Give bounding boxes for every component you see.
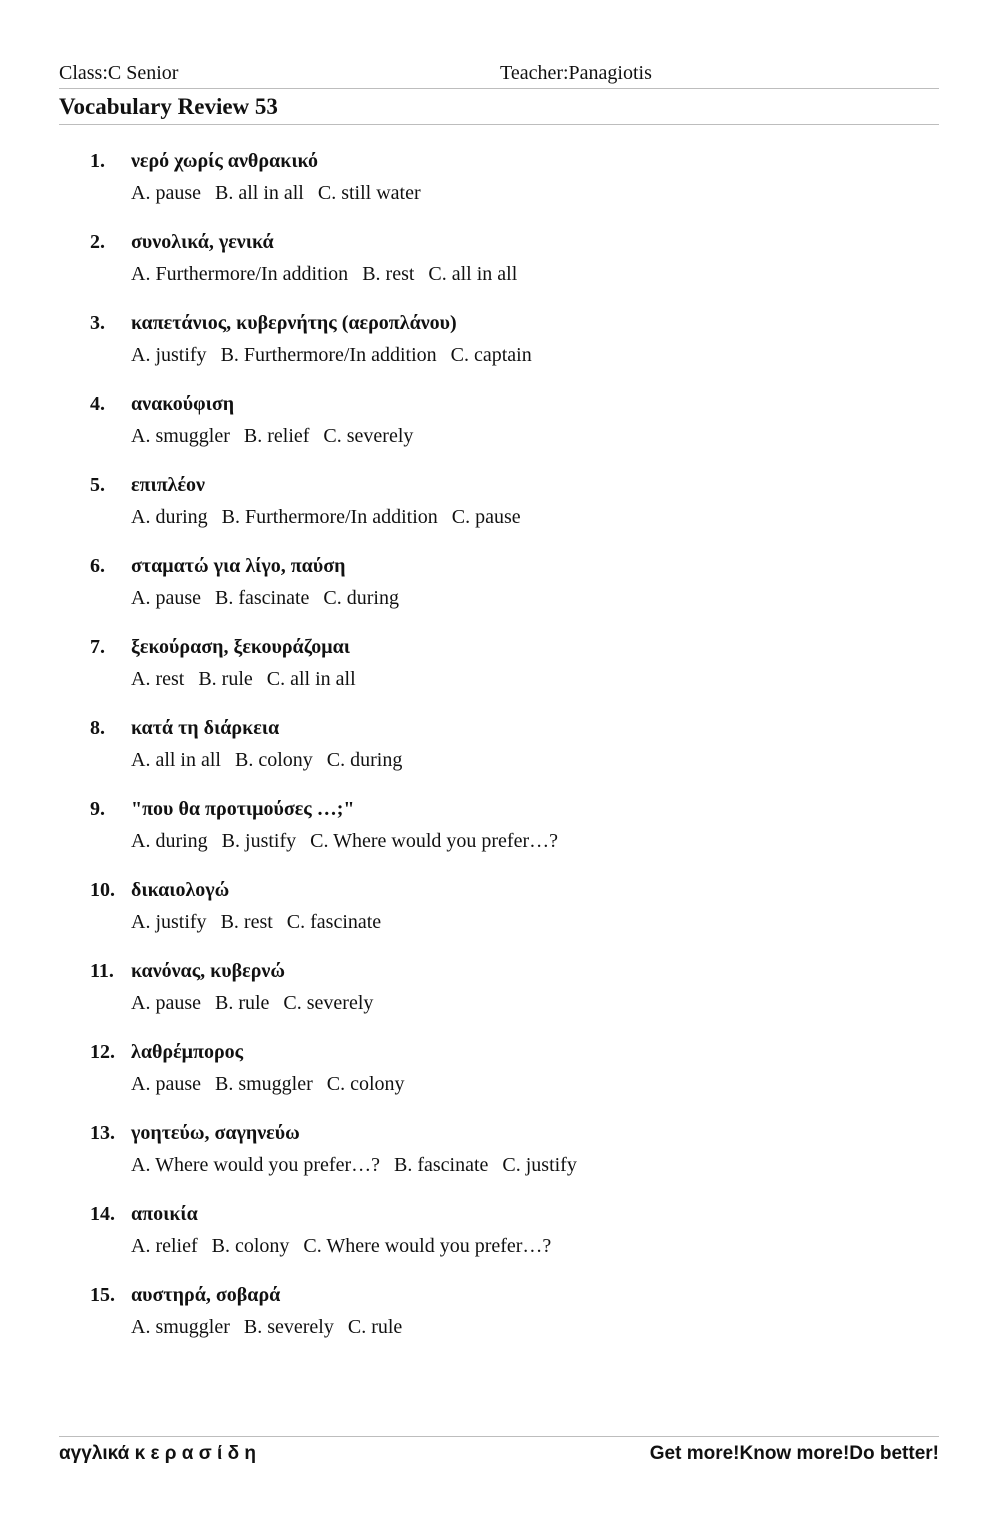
question-item xyxy=(0,715,1000,796)
question-item xyxy=(0,634,1000,715)
answer-option[interactable]: B. fascinate xyxy=(214,587,310,609)
footer-slogan: Get more!Know more!Do better! xyxy=(649,1443,939,1464)
answer-option[interactable]: A. relief xyxy=(131,1235,198,1257)
answer-options xyxy=(131,911,395,934)
question-prompt: ανακούφιση xyxy=(131,393,235,415)
answer-option[interactable]: C. captain xyxy=(450,344,532,366)
answer-option[interactable]: C. still water xyxy=(317,182,421,204)
answer-option[interactable]: A. justify xyxy=(131,911,207,933)
question-prompt: καπετάνιος, κυβερνήτης (αεροπλάνου) xyxy=(131,312,457,334)
answer-option[interactable]: C. Where would you prefer…? xyxy=(303,1235,552,1257)
question-item xyxy=(0,229,1000,310)
question-item xyxy=(0,1039,1000,1120)
answer-option[interactable]: C. during xyxy=(326,749,403,771)
answer-option[interactable]: B. fascinate xyxy=(393,1154,489,1176)
answer-option[interactable]: B. severely xyxy=(243,1316,334,1338)
page-title: Vocabulary Review 53 xyxy=(59,94,939,125)
answer-option[interactable]: C. all in all xyxy=(428,263,518,285)
question-number: 8. xyxy=(90,717,105,739)
answer-option[interactable]: A. rest xyxy=(131,668,185,690)
answer-option[interactable]: A. pause xyxy=(131,182,201,204)
answer-options xyxy=(131,992,387,1015)
answer-options xyxy=(131,182,435,205)
question-prompt: σταματώ για λίγο, παύση xyxy=(131,555,346,577)
question-item xyxy=(0,1120,1000,1201)
answer-option[interactable]: C. all in all xyxy=(266,668,356,690)
teacher-label: Teacher:Panagiotis xyxy=(500,62,652,84)
question-item xyxy=(0,472,1000,553)
answer-option[interactable]: A. Furthermore/In addition xyxy=(131,263,349,285)
answer-option[interactable]: C. during xyxy=(323,587,399,609)
answer-option[interactable]: A. during xyxy=(131,506,208,528)
answer-options xyxy=(131,425,427,448)
question-prompt: αποικία xyxy=(131,1203,198,1225)
question-item xyxy=(0,310,1000,391)
answer-option[interactable]: A. justify xyxy=(131,344,207,366)
answer-options xyxy=(131,668,370,691)
answer-option[interactable]: A. smuggler xyxy=(131,425,230,447)
answer-options xyxy=(131,263,531,286)
answer-options xyxy=(131,749,416,772)
answer-option[interactable]: B. smuggler xyxy=(214,1073,313,1095)
answer-options xyxy=(131,1154,591,1177)
answer-option[interactable]: C. justify xyxy=(502,1154,577,1176)
question-item xyxy=(0,148,1000,229)
answer-option[interactable]: C. severely xyxy=(323,425,414,447)
answer-option[interactable]: B. rest xyxy=(220,911,273,933)
question-item xyxy=(0,877,1000,958)
question-prompt: συνολικά, γενικά xyxy=(131,231,274,253)
answer-option[interactable]: A. smuggler xyxy=(131,1316,230,1338)
page-footer xyxy=(59,1436,939,1473)
answer-options xyxy=(131,1073,419,1096)
question-item xyxy=(0,553,1000,634)
question-list xyxy=(0,148,1000,1363)
answer-options xyxy=(131,344,546,367)
answer-option[interactable]: A. Where would you prefer…? xyxy=(131,1154,380,1176)
question-number: 6. xyxy=(90,555,105,577)
question-prompt: επιπλέον xyxy=(131,474,205,496)
question-number: 9. xyxy=(90,798,105,820)
answer-option[interactable]: B. rule xyxy=(198,668,253,690)
question-number: 11. xyxy=(90,960,114,982)
question-prompt: αυστηρά, σοβαρά xyxy=(131,1284,281,1306)
answer-option[interactable]: C. fascinate xyxy=(286,911,382,933)
answer-option[interactable]: C. Where would you prefer…? xyxy=(310,830,559,852)
worksheet-header xyxy=(59,62,939,89)
answer-options xyxy=(131,587,413,610)
question-number: 10. xyxy=(90,879,115,901)
question-prompt: γοητεύω, σαγηνεύω xyxy=(131,1122,300,1144)
answer-option[interactable]: B. colony xyxy=(234,749,313,771)
answer-option[interactable]: B. all in all xyxy=(214,182,304,204)
question-number: 12. xyxy=(90,1041,115,1063)
answer-options xyxy=(131,1316,416,1339)
question-prompt: κατά τη διάρκεια xyxy=(131,717,280,739)
question-number: 14. xyxy=(90,1203,115,1225)
answer-option[interactable]: B. justify xyxy=(221,830,297,852)
answer-option[interactable]: A. pause xyxy=(131,992,201,1014)
question-number: 1. xyxy=(90,150,105,172)
question-prompt: "που θα προτιμούσες …;" xyxy=(131,798,355,820)
answer-option[interactable]: B. Furthermore/In addition xyxy=(220,344,437,366)
answer-options xyxy=(131,830,572,853)
question-item xyxy=(0,1201,1000,1282)
question-prompt: ξεκούραση, ξεκουράζομαι xyxy=(131,636,350,658)
question-prompt: νερό χωρίς ανθρακικό xyxy=(131,150,319,172)
question-number: 7. xyxy=(90,636,105,658)
class-label: Class:C Senior xyxy=(59,62,179,84)
answer-options xyxy=(131,1235,565,1258)
answer-option[interactable]: A. all in all xyxy=(131,749,221,771)
answer-option[interactable]: B. Furthermore/In addition xyxy=(221,506,438,528)
footer-brand: αγγλικά κ ε ρ α σ ί δ η xyxy=(59,1443,256,1464)
question-item xyxy=(0,796,1000,877)
question-number: 5. xyxy=(90,474,105,496)
answer-options xyxy=(131,506,535,529)
question-prompt: λαθρέμπορος xyxy=(131,1041,244,1063)
question-number: 2. xyxy=(90,231,105,253)
question-number: 4. xyxy=(90,393,105,415)
answer-option[interactable]: C. severely xyxy=(283,992,374,1014)
answer-option[interactable]: B. colony xyxy=(211,1235,290,1257)
question-prompt: κανόνας, κυβερνώ xyxy=(131,960,285,982)
answer-option[interactable]: A. pause xyxy=(131,587,201,609)
question-number: 13. xyxy=(90,1122,115,1144)
question-number: 3. xyxy=(90,312,105,334)
answer-option[interactable]: C. rule xyxy=(347,1316,403,1338)
answer-option[interactable]: A. pause xyxy=(131,1073,201,1095)
question-item xyxy=(0,958,1000,1039)
question-item xyxy=(0,391,1000,472)
answer-option[interactable]: C. pause xyxy=(451,506,521,528)
question-prompt: δικαιολογώ xyxy=(131,879,230,901)
question-item xyxy=(0,1282,1000,1363)
answer-option[interactable]: B. rule xyxy=(214,992,270,1014)
answer-option[interactable]: A. during xyxy=(131,830,208,852)
answer-option[interactable]: B. rest xyxy=(362,263,415,285)
answer-option[interactable]: B. relief xyxy=(243,425,310,447)
answer-option[interactable]: C. colony xyxy=(326,1073,405,1095)
question-number: 15. xyxy=(90,1284,115,1306)
